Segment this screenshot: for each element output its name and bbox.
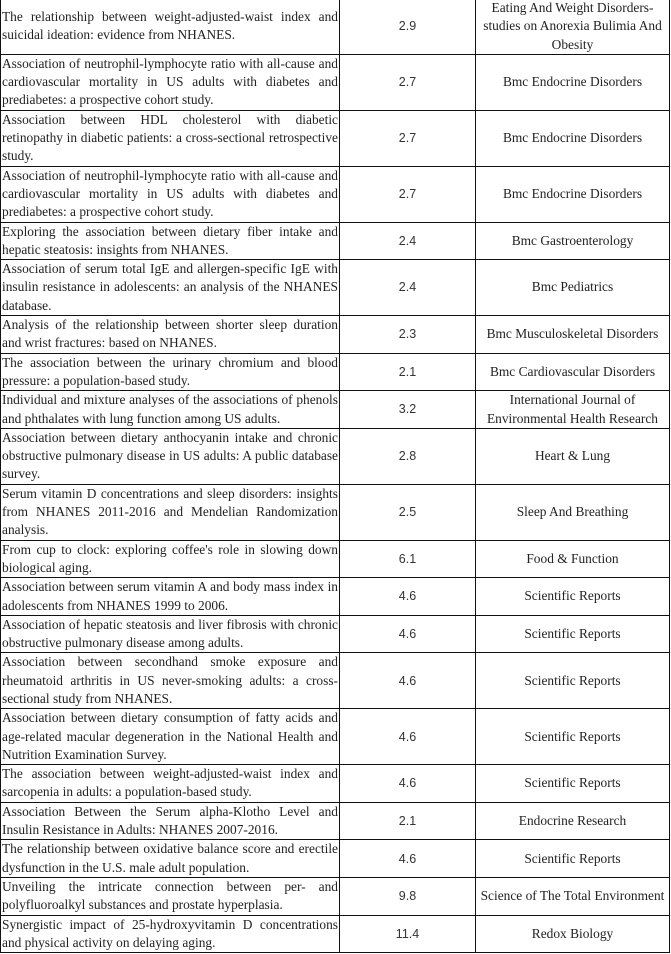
table-row	[1, 110, 670, 166]
paper-title: Association between HDL cholesterol with diabetic retinopathy in diabetic patients: a cross-sectional retrospective study.	[1, 110, 340, 166]
table-row	[1, 709, 670, 765]
impact-factor: 2.3	[340, 316, 476, 354]
table-row	[1, 166, 670, 222]
journal-name: Scientific Reports	[476, 615, 670, 653]
impact-factor: 4.6	[340, 615, 476, 653]
paper-title: Association between serum vitamin A and body mass index in adolescents from NHANES 1999 to 2006.	[1, 578, 340, 616]
table-row	[1, 540, 670, 578]
journal-name: Bmc Endocrine Disorders	[476, 110, 670, 166]
journal-name: Scientific Reports	[476, 653, 670, 709]
impact-factor: 2.1	[340, 802, 476, 840]
table-row	[1, 260, 670, 316]
paper-title: Unveiling the intricate connection between per- and polyfluoroalkyl substances and prostate hyperplasia.	[1, 877, 340, 915]
paper-title: The relationship between weight-adjusted-waist index and suicidal ideation: evidence from NHANES.	[1, 0, 340, 54]
impact-factor: 4.6	[340, 709, 476, 765]
journal-name: Bmc Musculoskeletal Disorders	[476, 316, 670, 354]
paper-title: Association of neutrophil-lymphocyte ratio with all-cause and cardiovascular mortality in US adults with diabetes and prediabetes: a prospective cohort study.	[1, 166, 340, 222]
impact-factor: 2.4	[340, 260, 476, 316]
table-row	[1, 802, 670, 840]
paper-title: Association between secondhand smoke exposure and rheumatoid arthritis in US never-smoking adults: a cross-sectional study from NHANES.	[1, 653, 340, 709]
paper-title: Serum vitamin D concentrations and sleep disorders: insights from NHANES 2011-2016 and Mendelian Randomization analysis.	[1, 484, 340, 540]
impact-factor: 3.2	[340, 391, 476, 429]
journal-name: International Journal of Environmental Health Research	[476, 391, 670, 429]
impact-factor: 2.7	[340, 54, 476, 110]
impact-factor: 2.5	[340, 484, 476, 540]
journal-name: Bmc Endocrine Disorders	[476, 54, 670, 110]
paper-title: Association of serum total IgE and allergen-specific IgE with insulin resistance in adolescents: an analysis of the NHANES database.	[1, 260, 340, 316]
paper-title: The association between weight-adjusted-waist index and sarcopenia in adults: a population-based study.	[1, 765, 340, 803]
table-row	[1, 915, 670, 953]
table-row	[1, 877, 670, 915]
table-row	[1, 353, 670, 391]
impact-factor: 2.4	[340, 222, 476, 260]
paper-title: Analysis of the relationship between shorter sleep duration and wrist fractures: based on NHANES.	[1, 316, 340, 354]
table-row	[1, 484, 670, 540]
journal-name: Scientific Reports	[476, 578, 670, 616]
journal-name: Scientific Reports	[476, 840, 670, 878]
impact-factor: 4.6	[340, 765, 476, 803]
journal-name: Bmc Gastroenterology	[476, 222, 670, 260]
table-row	[1, 653, 670, 709]
table-row	[1, 222, 670, 260]
journal-name: Eating And Weight Disorders-studies on Anorexia Bulimia And Obesity	[476, 0, 670, 54]
impact-factor: 9.8	[340, 877, 476, 915]
paper-title: Association between dietary consumption of fatty acids and age-related macular degeneration in the National Health and Nutrition Examination Survey.	[1, 709, 340, 765]
journal-name: Sleep And Breathing	[476, 484, 670, 540]
table-row	[1, 615, 670, 653]
journal-name: Heart & Lung	[476, 428, 670, 484]
table-row	[1, 54, 670, 110]
impact-factor: 6.1	[340, 540, 476, 578]
table-row	[1, 316, 670, 354]
journal-name: Bmc Cardiovascular Disorders	[476, 353, 670, 391]
journal-name: Bmc Endocrine Disorders	[476, 166, 670, 222]
paper-title: The association between the urinary chromium and blood pressure: a population-based study.	[1, 353, 340, 391]
paper-title: Association Between the Serum alpha-Klotho Level and Insulin Resistance in Adults: NHANES 2007-2016.	[1, 802, 340, 840]
journal-name: Endocrine Research	[476, 802, 670, 840]
impact-factor: 2.8	[340, 428, 476, 484]
table-row	[1, 765, 670, 803]
table-row	[1, 391, 670, 429]
impact-factor: 2.1	[340, 353, 476, 391]
journal-name: Scientific Reports	[476, 765, 670, 803]
impact-factor: 4.6	[340, 840, 476, 878]
table-row	[1, 840, 670, 878]
paper-title: The relationship between oxidative balance score and erectile dysfunction in the U.S. male adult population.	[1, 840, 340, 878]
journal-name: Bmc Pediatrics	[476, 260, 670, 316]
paper-title: Exploring the association between dietary fiber intake and hepatic steatosis: insights from NHANES.	[1, 222, 340, 260]
impact-factor: 4.6	[340, 578, 476, 616]
table-row	[1, 578, 670, 616]
impact-factor: 2.7	[340, 166, 476, 222]
paper-title: Synergistic impact of 25-hydroxyvitamin D concentrations and physical activity on delaying aging.	[1, 915, 340, 953]
impact-factor: 2.9	[340, 0, 476, 54]
impact-factor: 2.7	[340, 110, 476, 166]
journal-name: Science of The Total Environment	[476, 877, 670, 915]
paper-title: Individual and mixture analyses of the associations of phenols and phthalates with lung function among US adults.	[1, 391, 340, 429]
table-row	[1, 428, 670, 484]
journal-name: Redox Biology	[476, 915, 670, 953]
paper-title: From cup to clock: exploring coffee's role in slowing down biological aging.	[1, 540, 340, 578]
journal-name: Scientific Reports	[476, 709, 670, 765]
impact-factor: 4.6	[340, 653, 476, 709]
table-row	[1, 0, 670, 54]
journal-name: Food & Function	[476, 540, 670, 578]
paper-title: Association of neutrophil-lymphocyte ratio with all-cause and cardiovascular mortality in US adults with diabetes and prediabetes: a prospective cohort study.	[1, 54, 340, 110]
impact-factor: 11.4	[340, 915, 476, 953]
paper-title: Association between dietary anthocyanin intake and chronic obstructive pulmonary disease in US adults: A public database survey.	[1, 428, 340, 484]
paper-title: Association of hepatic steatosis and liver fibrosis with chronic obstructive pulmonary disease among adults.	[1, 615, 340, 653]
